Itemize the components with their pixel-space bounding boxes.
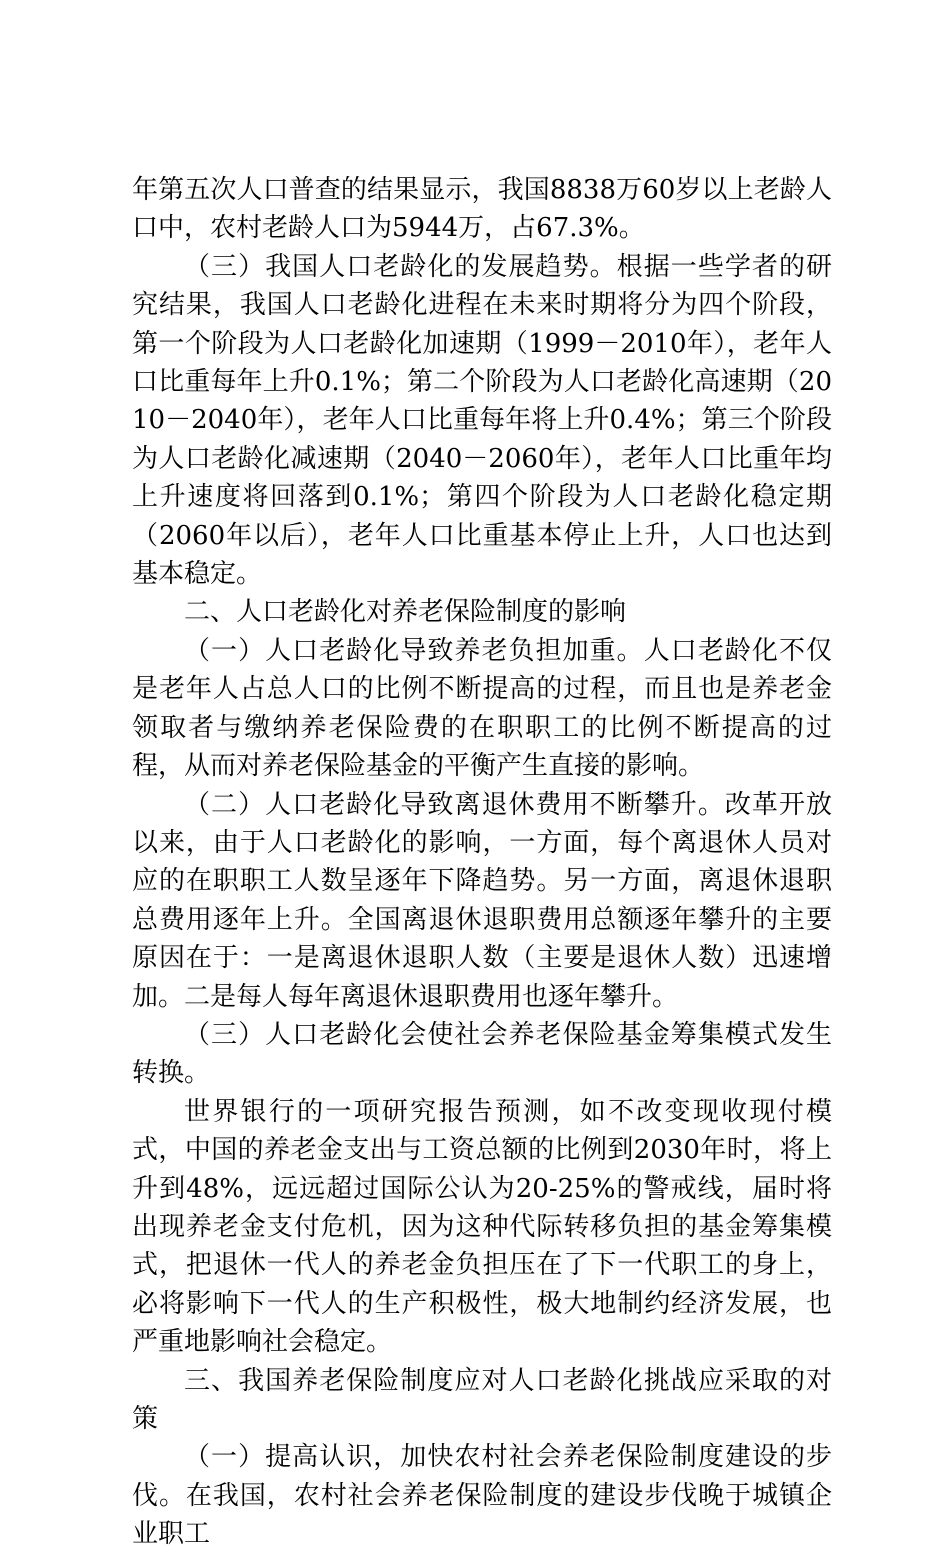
paragraph-fund-model: （三）人口老龄化会使社会养老保险基金筹集模式发生转换。 bbox=[132, 1019, 832, 1089]
paragraph-census-result: 年第五次人口普查的结果显示，我国8838万60岁以上老龄人口中，农村老龄人口为5944万，占67.3%。 bbox=[132, 175, 832, 244]
paragraph-burden: （一）人口老龄化导致养老负担加重。人口老龄化不仅是老年人占总人口的比例不断提高的过程，而且也是养老金领取者与缴纳养老保险费的在职职工的比例不断提高的过程，从而对养老保险基金的平衡产生直接的影响。 bbox=[132, 635, 832, 782]
document-body bbox=[132, 171, 832, 1554]
paragraph-rural-insurance: （一）提高认识，加快农村社会养老保险制度建设的步伐。在我国，农村社会养老保险制度的建设步伐晚于城镇企业职工 bbox=[132, 1442, 832, 1550]
section-heading-2: 二、人口老龄化对养老保险制度的影响 bbox=[184, 597, 627, 628]
paragraph-aging-trend: （三）我国人口老龄化的发展趋势。根据一些学者的研究结果，我国人口老龄化进程在未来时期将分为四个阶段，第一个阶段为人口老龄化加速期（1999－2010年），老年人口比重每年上升0.1%；第二个阶段为人口老龄化高速期（2010－2040年），老年人口比重每年将上升0.4%；第三个阶段为人口老龄化减速期（2040－2060年），老年人口比重年均上升速度将回落到0.1%；第四个阶段为人口老龄化稳定期（2060年以后），老年人口比重基本停止上升，人口也达到基本稳定。 bbox=[132, 251, 832, 590]
paragraph-retirement-costs: （二）人口老龄化导致离退休费用不断攀升。改革开放以来，由于人口老龄化的影响，一方面，每个离退休人员对应的在职职工人数呈逐年下降趋势。另一方面，离退休退职总费用逐年上升。全国离退休退职费用总额逐年攀升的主要原因在于：一是离退休退职人数（主要是退休人数）迅速增加。二是每人每年离退休退职费用也逐年攀升。 bbox=[132, 789, 832, 1012]
section-heading-3: 三、我国养老保险制度应对人口老龄化挑战应采取的对策 bbox=[132, 1365, 832, 1434]
paragraph-world-bank: 世界银行的一项研究报告预测，如不改变现收现付模式，中国的养老金支出与工资总额的比例到2030年时，将上升到48%，远远超过国际公认为20-25%的警戒线，届时将出现养老金支付危机，因为这种代际转移负担的基金筹集模式，把退休一代人的养老金负担压在了下一代职工的身上，必将影响下一代人的生产积极性，极大地制约经济发展，也严重地影响社会稳定。 bbox=[132, 1096, 832, 1358]
